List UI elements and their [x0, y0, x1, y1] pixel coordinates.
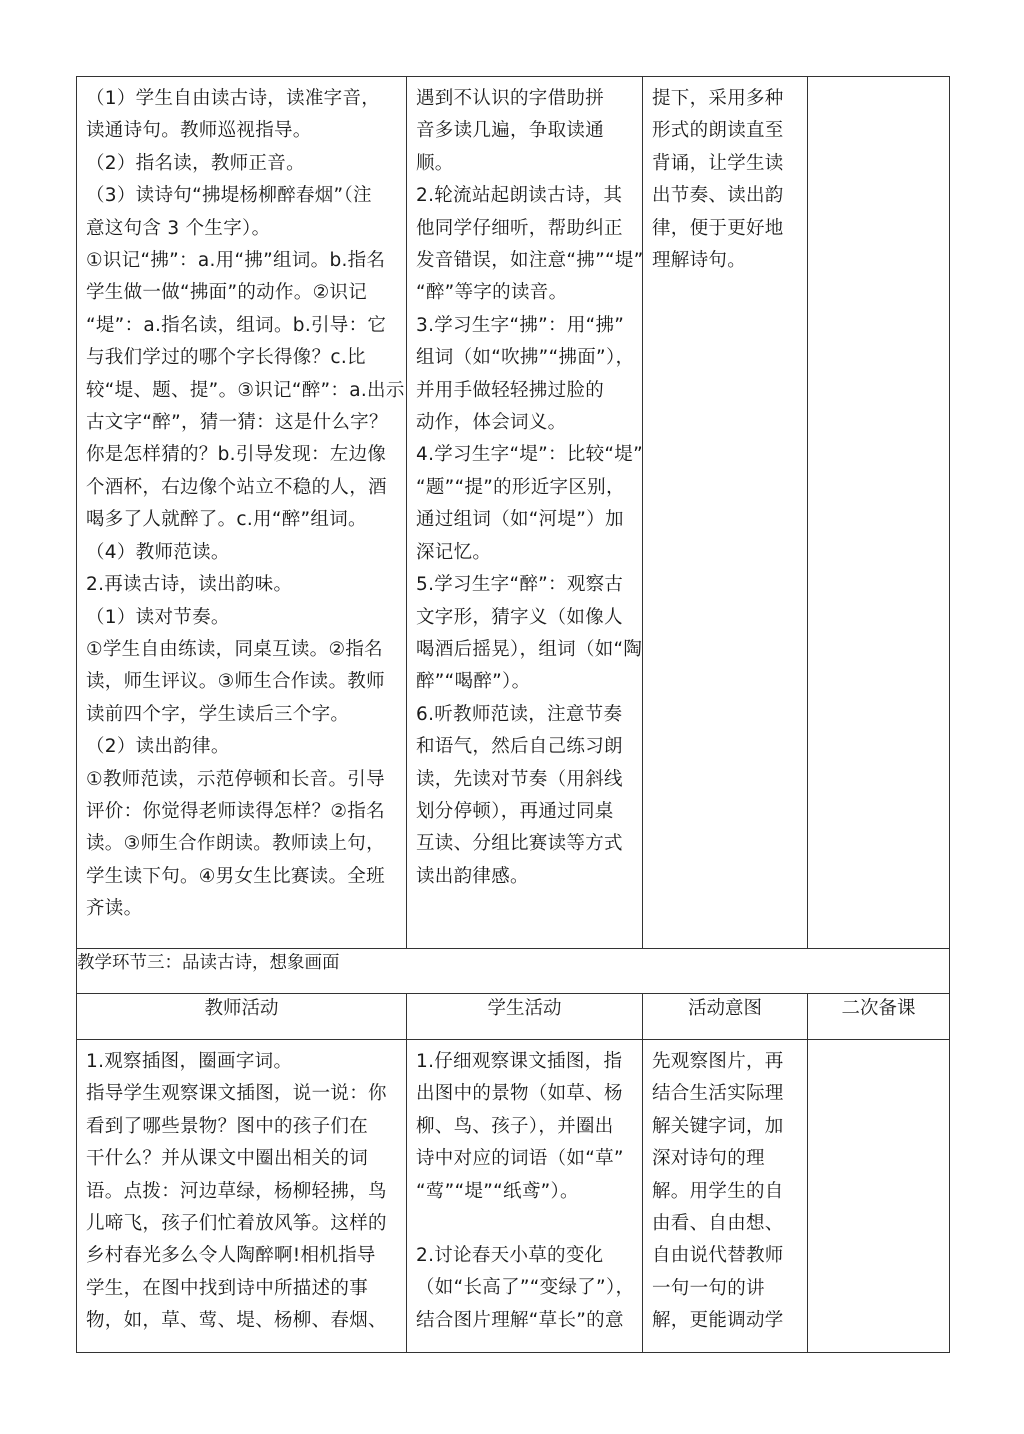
- text-line: 通过组词（如“河堤”）加: [416, 509, 624, 531]
- text-line: 个酒杯，右边像个站立不稳的人，酒: [86, 476, 387, 498]
- student-activity-cell: [407, 1040, 643, 1353]
- text-line: 较“堤、题、提”。③识记“醉”：a.出示: [86, 379, 405, 401]
- text-line: 顺。: [416, 152, 454, 174]
- text-line: 诗中对应的词语（如“草”: [416, 1148, 624, 1170]
- activity-intent-text: [643, 1040, 807, 1344]
- text-line: 读。③师生合作朗读。教师读上句，: [86, 833, 385, 855]
- text-line: 读，先读对节奏（用斜线: [416, 768, 623, 790]
- text-line: 解关键字词，加: [652, 1115, 784, 1137]
- text-line: （2）指名读，教师正音。: [86, 152, 305, 174]
- section-row: [77, 949, 950, 994]
- section-title: 教学环节三：品读古诗，想象画面: [77, 949, 950, 994]
- text-line: 4.学习生字“堤”：比较“堤”: [416, 444, 643, 466]
- text-line: 齐读。: [86, 898, 143, 920]
- text-line: 乡村春光多么令人陶醉啊!相机指导: [86, 1245, 376, 1267]
- text-line: 他同学仔细听，帮助纠正: [416, 217, 623, 239]
- teacher-activity-text: [77, 1040, 406, 1344]
- student-activity-text: [407, 1040, 642, 1343]
- text-line: 深对诗句的理: [652, 1148, 765, 1170]
- text-line: 互读、分组比赛读等方式: [416, 833, 623, 855]
- text-line: 2.讨论春天小草的变化: [416, 1245, 604, 1267]
- text-line: 解。用学生的自: [652, 1180, 784, 1202]
- text-line: 音多读几遍，争取读通: [416, 120, 605, 142]
- text-line: 物，如，草、莺、堤、杨柳、春烟、: [86, 1310, 387, 1332]
- text-line: 解，更能调动学: [652, 1310, 784, 1332]
- text-line: 3.学习生字“拂”：用“拂”: [416, 314, 625, 336]
- text-line: 干什么？并从课文中圈出相关的词: [86, 1148, 369, 1170]
- text-line: “堤”：a.指名读，组词。b.引导：它: [86, 314, 387, 336]
- text-line: 6.听教师范读，注意节奏: [416, 703, 623, 725]
- text-line: 1.仔细观察课文插图，指: [416, 1051, 623, 1072]
- header-teacher: 教师活动: [77, 994, 407, 1040]
- text-line: （4）教师范读。: [86, 541, 230, 563]
- teacher-activity-text: [77, 77, 406, 932]
- text-line: 结合图片理解“草长”的意: [416, 1309, 624, 1331]
- text-line: “醉”等字的读音。: [416, 282, 568, 304]
- text-line: 与我们学过的哪个字长得像？c.比: [86, 347, 366, 369]
- text-line: 儿啼飞，孩子们忙着放风筝。这样的: [86, 1213, 387, 1235]
- text-line: （1）读对节奏。: [86, 606, 230, 628]
- text-line: 读通诗句。教师巡视指导。: [86, 120, 312, 142]
- text-line: 形式的朗读直至: [652, 120, 784, 142]
- text-line: ①教师范读，示范停顿和长音。引导: [86, 768, 385, 790]
- content-row-1: [77, 77, 950, 949]
- text-line: 读出韵律感。: [416, 865, 529, 887]
- teacher-activity-cell: [77, 77, 407, 949]
- second-prep-cell: [808, 77, 950, 949]
- text-line: “题”“提”的形近字区别，: [416, 476, 625, 498]
- header-intent: 活动意图: [643, 994, 808, 1040]
- text-line: 古文字“醉”，猜一猜：这是什么字？: [86, 412, 388, 434]
- text-line: 柳、鸟、孩子），并圈出: [416, 1115, 614, 1137]
- text-line: 深记忆。: [416, 541, 492, 563]
- text-line: 文字形，猜字义（如像人: [416, 606, 623, 628]
- text-line: 和语气，然后自己练习朗: [416, 736, 623, 758]
- text-line: 划分停顿），再通过同桌: [416, 800, 614, 822]
- text-line: 理解诗句。: [652, 250, 747, 272]
- text-line: 学生做一做“拂面”的动作。②识记: [86, 282, 368, 304]
- text-line: 5.学习生字“醉”：观察古: [416, 574, 624, 596]
- text-line: 遇到不认识的字借助拼: [416, 88, 605, 109]
- text-line: 由看、自由想、: [652, 1213, 784, 1235]
- text-line: 看到了哪些景物？图中的孩子们在: [86, 1115, 369, 1137]
- text-line: （1）学生自由读古诗，读准字音，: [86, 88, 381, 109]
- text-line: 喝酒后摇晃），组词（如“陶: [416, 638, 643, 660]
- second-prep-cell: [808, 1040, 950, 1353]
- text-line: 自由说代替教师: [652, 1245, 784, 1267]
- text-line: 评价：你觉得老师读得怎样？②指名: [86, 800, 385, 822]
- activity-intent-cell: [643, 1040, 808, 1353]
- header-student: 学生活动: [407, 994, 643, 1040]
- text-line: “莺”“堤”“纸鸢”）。: [416, 1180, 579, 1202]
- text-line: 喝多了人就醉了。c.用“醉”组词。: [86, 509, 367, 531]
- text-line: 指导学生观察课文插图，说一说：你: [86, 1083, 387, 1105]
- text-line: 学生读下句。④男女生比赛读。全班: [86, 865, 385, 887]
- text-line: 2.再读古诗，读出韵味。: [86, 574, 293, 596]
- teacher-activity-cell: [77, 1040, 407, 1353]
- text-line: 语。点拨：河边草绿，杨柳轻拂，鸟: [86, 1180, 387, 1202]
- text-line: 意这句含 3 个生字）。: [86, 217, 271, 239]
- text-line: 你是怎样猜的？b.引导发现：左边像: [86, 444, 387, 466]
- text-line: 律，便于更好地: [652, 217, 784, 239]
- lesson-plan-table: [76, 76, 950, 1353]
- text-line: 一句一句的讲: [652, 1277, 765, 1299]
- header-row: [77, 994, 950, 1040]
- text-line: 背诵，让学生读: [652, 152, 784, 174]
- text-line: （2）读出韵律。: [86, 736, 230, 758]
- text-line: 出节奏、读出韵: [652, 185, 784, 207]
- text-line: 1.观察插图，圈画字词。: [86, 1051, 293, 1072]
- activity-intent-cell: [643, 77, 808, 949]
- text-line: ①识记“拂”：a.用“拂”组词。b.指名: [86, 250, 386, 272]
- text-line: （3）读诗句“拂堤杨柳醉春烟”（注: [86, 185, 372, 207]
- text-line: 学生，在图中找到诗中所描述的事: [86, 1277, 369, 1299]
- text-line: （如“长高了”“变绿了”），: [416, 1277, 635, 1299]
- text-line: ①学生自由练读，同桌互读。②指名: [86, 638, 383, 660]
- text-line: [416, 1208, 634, 1240]
- text-line: 出图中的景物（如草、杨: [416, 1083, 623, 1105]
- text-line: 动作，体会词义。: [416, 412, 567, 434]
- activity-intent-text: [643, 77, 807, 283]
- header-second: 二次备课: [808, 994, 950, 1040]
- text-line: 醉”“喝醉”）。: [416, 671, 531, 693]
- content-row-2: [77, 1040, 950, 1353]
- text-line: 2.轮流站起朗读古诗，其: [416, 185, 623, 207]
- text-line: 结合生活实际理: [652, 1083, 784, 1105]
- text-line: 发音错误，如注意“拂”“堤”: [416, 250, 644, 272]
- text-line: 读，师生评议。③师生合作读。教师: [86, 671, 385, 693]
- text-line: 提下，采用多种: [652, 88, 784, 109]
- student-activity-text: [407, 77, 642, 899]
- text-line: 读前四个字，学生读后三个字。: [86, 703, 350, 725]
- text-line: 先观察图片，再: [652, 1051, 784, 1072]
- student-activity-cell: [407, 77, 643, 949]
- text-line: 组词（如“吹拂”“拂面”），: [416, 347, 635, 369]
- text-line: 并用手做轻轻拂过脸的: [416, 379, 605, 401]
